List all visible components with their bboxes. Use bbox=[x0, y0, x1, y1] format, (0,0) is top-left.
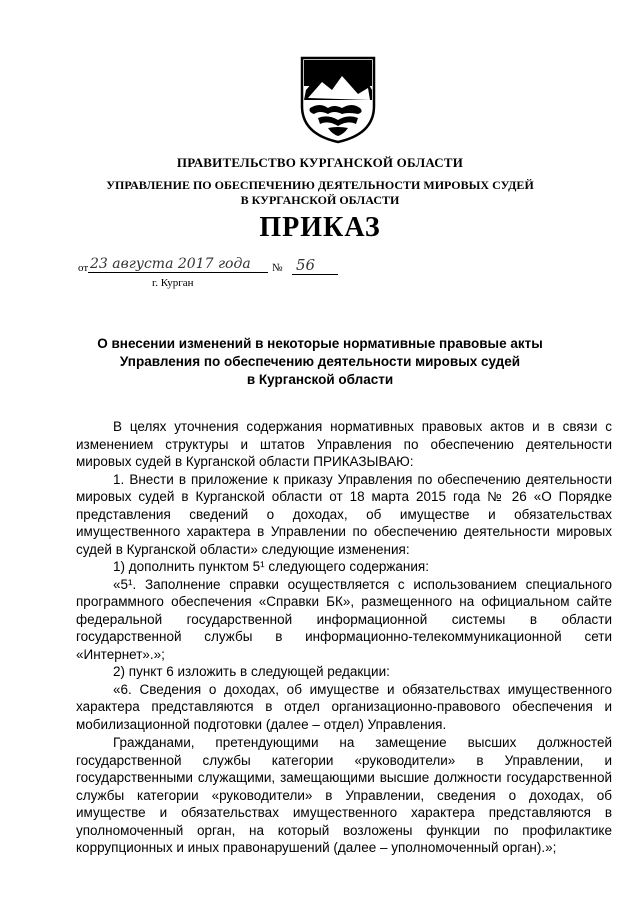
subject-line3: в Курганской области bbox=[246, 372, 394, 387]
handwritten-number: 56 bbox=[292, 256, 338, 275]
body-paragraph-point-6: «6. Сведения о доходах, об имуществе и обязательствах имущественного характера представляются в отдел организационно-правового обеспечения и мобилизационной подготовки (далее – отдел) Управления. bbox=[76, 681, 612, 732]
coat-of-arms-emblem bbox=[298, 56, 378, 144]
body-paragraph-citizens: Гражданами, претендующими на замещение высших должностей государственной службы категории «руководители» в Управлении, и государственными служащими, замещающими высшие должности государственной службы категории «руководители» в Управлении, сведения о доходах, об имуществе и обязательствах имущественного характера представляются в уполномоченный орган, на который возложены функции по профилактике коррупционных и иных правонарушений (далее – уполномоченный орган).»; bbox=[76, 735, 612, 855]
subject-line2: Управления по обеспечению деятельности мировых судей bbox=[119, 354, 521, 369]
document-type-title: ПРИКАЗ bbox=[259, 212, 381, 243]
department-title-line2: В КУРГАНСКОЙ ОБЛАСТИ bbox=[240, 193, 400, 207]
body-paragraph-preamble: В целях уточнения содержания нормативных правовых актов и в связи с изменением структуры и штатов Управления по обеспечению деятельности мировых судей в Курганской области ПРИКАЗЫВАЮ: bbox=[76, 419, 612, 469]
body-paragraph-item-1: 1. Внести в приложение к приказу Управления по обеспечению деятельности мировых судей в Курганской области от 18 марта 2015 года № 26 «О Порядке представления сведений о доходах, об имуществе и обязательствах имущественного характера в Управлении по обеспечению деятельности мировых судей в Курганской области» следующие изменения: bbox=[76, 471, 612, 557]
order-subject bbox=[0, 335, 640, 389]
number-prefix: № bbox=[272, 262, 283, 274]
city-label: г. Курган bbox=[152, 277, 194, 289]
order-body bbox=[76, 418, 612, 857]
subject-line1: О внесении изменений в некоторые нормативные правовые акты bbox=[97, 336, 543, 351]
requisites-line bbox=[78, 256, 348, 276]
government-title: ПРАВИТЕЛЬСТВО КУРГАНСКОЙ ОБЛАСТИ bbox=[176, 155, 464, 170]
date-prefix: от bbox=[78, 262, 89, 274]
handwritten-date: 23 августа 2017 года bbox=[88, 256, 268, 273]
department-title-line1: УПРАВЛЕНИЕ ПО ОБЕСПЕЧЕНИЮ ДЕЯТЕЛЬНОСТИ МИРОВЫХ СУДЕЙ bbox=[106, 178, 534, 192]
body-paragraph-subitem-2: 2) пункт 6 изложить в следующей редакции: bbox=[113, 664, 390, 679]
body-paragraph-subitem-1: 1) дополнить пунктом 5¹ следующего содержания: bbox=[113, 559, 429, 574]
department-title bbox=[0, 178, 640, 208]
body-paragraph-point-5-1: «5¹. Заполнение справки осуществляется с использованием специального программного обеспечения «Справки БК», размещенного на официальном сайте федеральной государственной информационной системы в области государственной службы в информационно-телекоммуникационной сети «Интернет».»; bbox=[76, 576, 612, 662]
